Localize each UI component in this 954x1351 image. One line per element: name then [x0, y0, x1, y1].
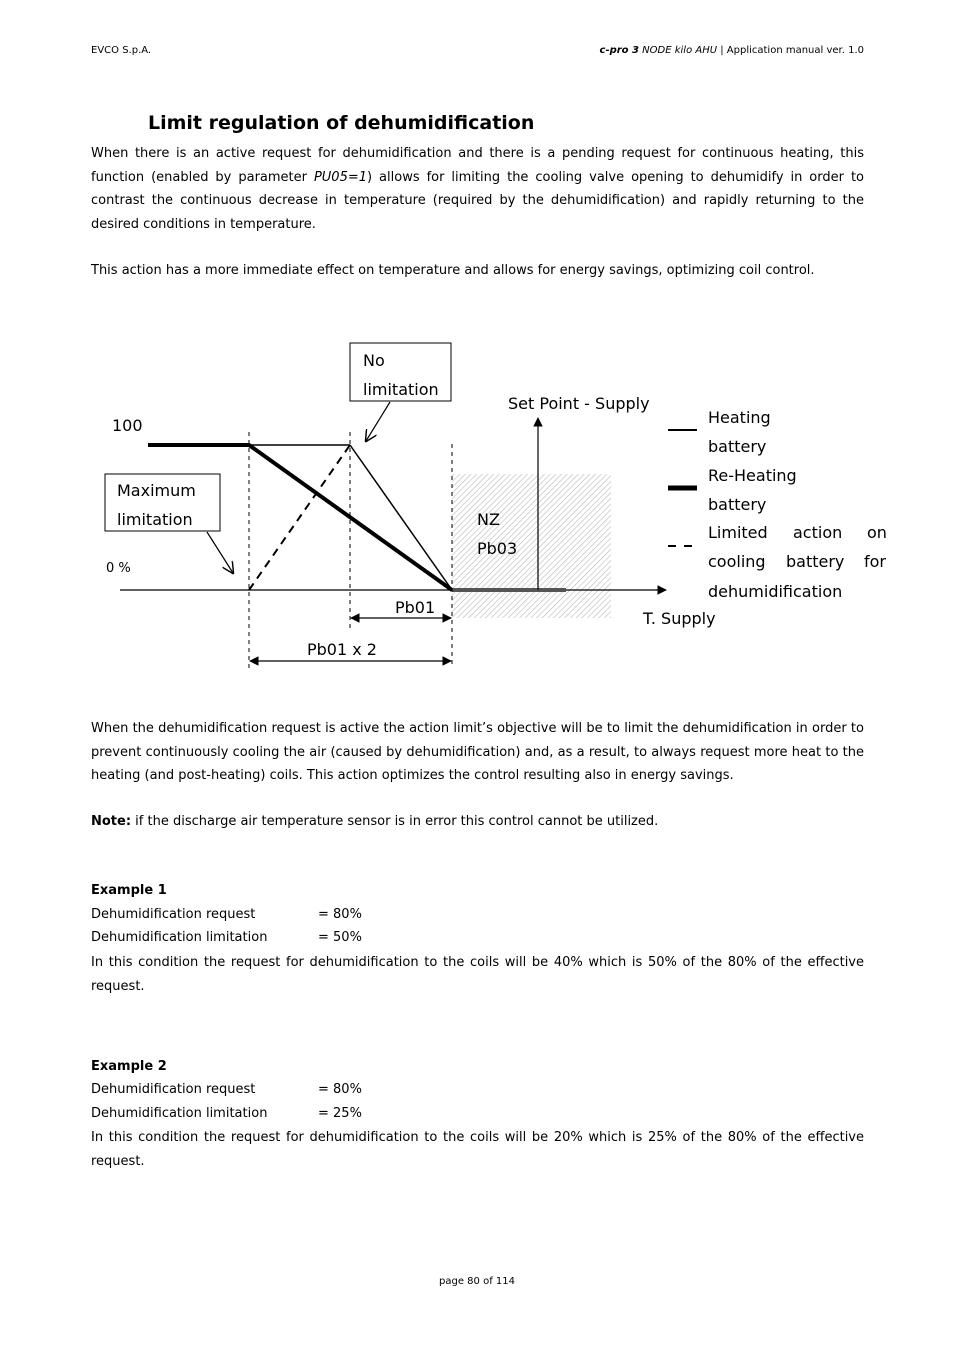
legend-limited-text-7: dehumidification — [708, 582, 843, 601]
energy-paragraph: This action has a more immediate effect on temperature and allows for energy savings, optimizing coil control. — [91, 263, 815, 278]
legend-limited-text-3: on — [867, 523, 887, 542]
no-limitation-text-2: limitation — [363, 380, 439, 399]
example2-text: In this condition the request for dehumidification to the coils will be 20% which is 25% of the 80% of the effective request. — [91, 1130, 864, 1169]
example1-text: In this condition the request for dehumidification to the coils will be 40% which is 50% of the 80% of the effective request. — [91, 955, 864, 994]
pb01x2-label: Pb01 x 2 — [307, 640, 377, 659]
legend-limited-text-6: for — [864, 552, 886, 571]
action-limit-paragraph: When the dehumidification request is active the action limit’s objective will be to limit the dehumidification in order to prevent continuously cooling the air (caused by dehumidification) and, as a result, to always request more heat to the heating (and post-heating) coils. This action optimizes the control resulting also in energy savings. — [91, 721, 864, 783]
legend-heating-text-1: Heating — [708, 408, 771, 427]
limited-action-line — [249, 445, 350, 590]
legend-limited-text-4: cooling — [708, 552, 766, 571]
note-text: if the discharge air temperature sensor is in error this control cannot be utilized. — [131, 814, 659, 829]
header-manual-version: | Application manual ver. 1.0 — [717, 45, 864, 56]
legend-limited-text-1: Limited — [708, 523, 768, 542]
example1-request-row — [91, 907, 362, 922]
y-label-100: 100 — [112, 416, 143, 435]
example2-request-label: Dehumidification request — [91, 1082, 256, 1097]
max-limitation-text-2: limitation — [117, 510, 193, 529]
neutral-zone-area — [452, 474, 611, 618]
example2-limitation-value: = 25% — [318, 1106, 362, 1121]
max-limitation-pointer — [207, 532, 233, 573]
pb01-label: Pb01 — [395, 598, 436, 617]
legend-reheating-text-1: Re-Heating — [708, 466, 797, 485]
example1-request-value: = 80% — [318, 907, 362, 922]
example1-limitation-value: = 50% — [318, 930, 362, 945]
no-limitation-pointer — [366, 402, 390, 441]
legend-limited-text-2: action — [793, 523, 843, 542]
page-number: page 80 of 114 — [439, 1276, 515, 1287]
legend-heating-text-2: battery — [708, 437, 767, 456]
example2-limitation-label: Dehumidification limitation — [91, 1106, 268, 1121]
intro-part2: ) allows for limiting the cooling valve opening to dehumidify in order to contrast the continuous decrease in temperature (required by the dehumidification) and rapidly returning to the desired conditions in temperature. — [91, 169, 864, 232]
legend-limited-text-5: battery — [786, 552, 845, 571]
x-axis-label: T. Supply — [643, 609, 716, 628]
setpoint-label: Set Point - Supply — [508, 394, 650, 413]
limit-regulation-diagram — [0, 330, 954, 680]
example2-request-row — [91, 1082, 362, 1097]
note-paragraph — [91, 810, 864, 834]
intro-paragraph — [91, 142, 864, 236]
example2-limitation-row — [91, 1106, 362, 1121]
y-label-0: 0 % — [106, 561, 131, 576]
intro-param: PU05=1 — [313, 169, 368, 185]
no-limitation-text-1: No — [363, 351, 385, 370]
section-title: Limit regulation of dehumidification — [148, 112, 535, 134]
header-product-bold: c-pro 3 — [599, 45, 639, 56]
example2-title: Example 2 — [91, 1059, 167, 1074]
pb03-label: Pb03 — [477, 539, 518, 558]
note-label: Note: — [91, 814, 132, 829]
example1-title: Example 1 — [91, 883, 167, 898]
example2-request-value: = 80% — [318, 1082, 362, 1097]
example1-request-label: Dehumidification request — [91, 907, 256, 922]
header-product-italic: NODE kilo AHU — [639, 45, 718, 56]
intro-part1: When there is an active request for dehumidification and there is a pending request for continuous heating, this function (enabled by parameter — [91, 146, 864, 185]
max-limitation-text-1: Maximum — [117, 481, 196, 500]
legend-reheating-text-2: battery — [708, 495, 767, 514]
header-company: EVCO S.p.A. — [91, 45, 152, 56]
nz-label: NZ — [477, 510, 500, 529]
example1-limitation-row — [91, 930, 362, 945]
heating-line-slope — [350, 445, 452, 590]
example1-limitation-label: Dehumidification limitation — [91, 930, 268, 945]
header-manual-title — [600, 45, 864, 56]
